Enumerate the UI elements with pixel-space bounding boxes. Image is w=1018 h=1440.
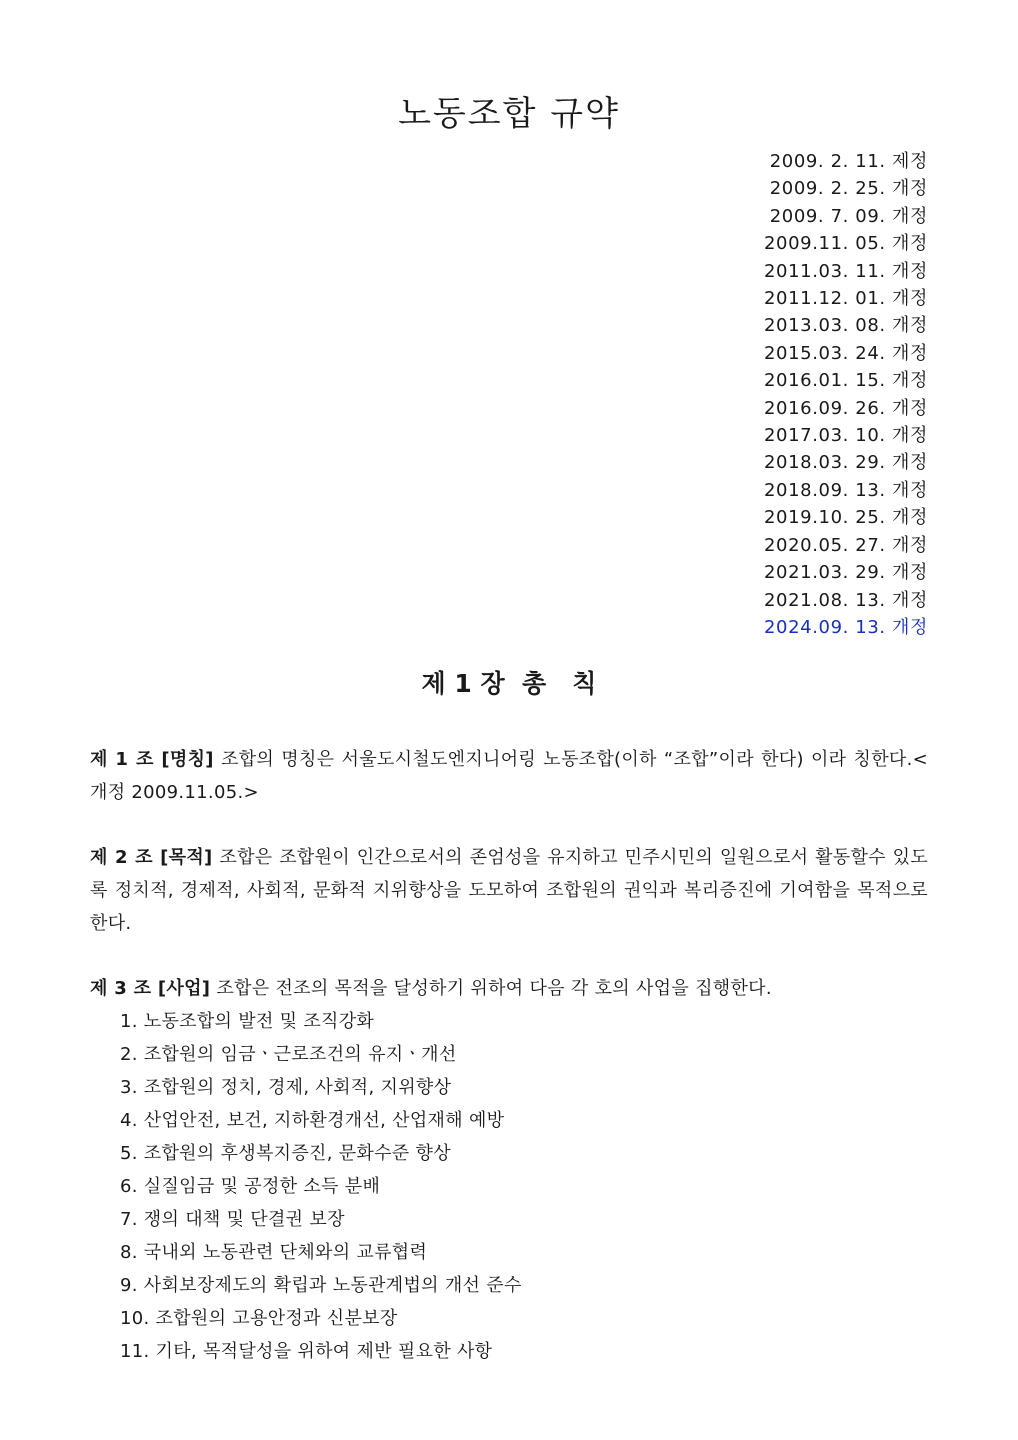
- revision-line: 2021.08. 13. 개정: [763, 589, 928, 611]
- revision-line: 2009. 7. 09. 개정: [769, 205, 928, 227]
- revision-line: 2021.03. 29. 개정: [763, 562, 928, 584]
- document-title: 노동조합 규약: [398, 94, 620, 134]
- article-heading: 제 2 조 [목적]: [90, 847, 213, 868]
- article-heading: 제 1 조 [명칭]: [90, 749, 214, 770]
- revision-line: 2018.03. 29. 개정: [763, 452, 928, 474]
- list-item: 2. 조합원의 임금ㆍ근로조건의 유지ㆍ개선: [120, 1044, 457, 1065]
- article-heading: 제 3 조 [사업]: [90, 978, 211, 999]
- article-text: 조합의 명칭은 서울도시철도엔지니어링 노동조합(이하 “조합”이라 한다) 이라 칭한다.<개정 2009.11.05.>: [90, 749, 928, 803]
- list-item: 7. 쟁의 대책 및 단결권 보장: [120, 1209, 345, 1230]
- article-1: [90, 743, 928, 809]
- revision-line: 2017.03. 10. 개정: [763, 425, 928, 447]
- article-3-item-list: [120, 1005, 522, 1368]
- list-item: 3. 조합원의 정치, 경제, 사회적, 지위향상: [120, 1077, 452, 1098]
- revision-line: 2011.12. 01. 개정: [763, 288, 928, 310]
- revision-line: 2013.03. 08. 개정: [763, 315, 928, 337]
- list-item: 9. 사회보장제도의 확립과 노동관계법의 개선 준수: [120, 1275, 522, 1296]
- revision-line: 2009.11. 05. 개정: [763, 233, 928, 255]
- revision-line: 2009. 2. 25. 개정: [769, 178, 928, 200]
- chapter-heading: 제 1 장 총 칙: [421, 669, 597, 698]
- revision-history: [764, 148, 928, 641]
- revision-line: 2016.09. 26. 개정: [763, 397, 928, 419]
- list-item: 5. 조합원의 후생복지증진, 문화수준 향상: [120, 1143, 451, 1164]
- article-2: [90, 841, 928, 940]
- revision-line: 2009. 2. 11. 제정: [769, 151, 928, 172]
- revision-line: 2016.01. 15. 개정: [763, 370, 928, 392]
- list-item: 10. 조합원의 고용안정과 신분보장: [120, 1308, 398, 1329]
- article-text: 조합은 조합원이 인간으로서의 존엄성을 유지하고 민주시민의 일원으로서 활동할수 있도록 정치적, 경제적, 사회적, 문화적 지위향상을 도모하여 조합원의 권익과 복리증진에 기여함을 목적으로 한다.: [90, 847, 928, 934]
- revision-line: 2019.10. 25. 개정: [763, 507, 928, 529]
- article-3: [90, 972, 928, 1005]
- article-text: 조합은 전조의 목적을 달성하기 위하여 다음 각 호의 사업을 집행한다.: [216, 978, 772, 999]
- list-item: 11. 기타, 목적달성을 위하여 제반 필요한 사항: [120, 1341, 493, 1362]
- list-item: 8. 국내외 노동관련 단체와의 교류협력: [120, 1242, 428, 1263]
- list-item: 6. 실질임금 및 공정한 소득 분배: [120, 1176, 381, 1197]
- revision-line: 2018.09. 13. 개정: [763, 479, 928, 501]
- revision-line: 2015.03. 24. 개정: [763, 342, 928, 364]
- revision-line: 2011.03. 11. 개정: [763, 260, 928, 282]
- revision-line-latest: 2024.09. 13. 개정: [763, 616, 928, 638]
- revision-line: 2020.05. 27. 개정: [763, 534, 928, 556]
- list-item: 1. 노동조합의 발전 및 조직강화: [120, 1011, 375, 1032]
- list-item: 4. 산업안전, 보건, 지하환경개선, 산업재해 예방: [120, 1110, 505, 1131]
